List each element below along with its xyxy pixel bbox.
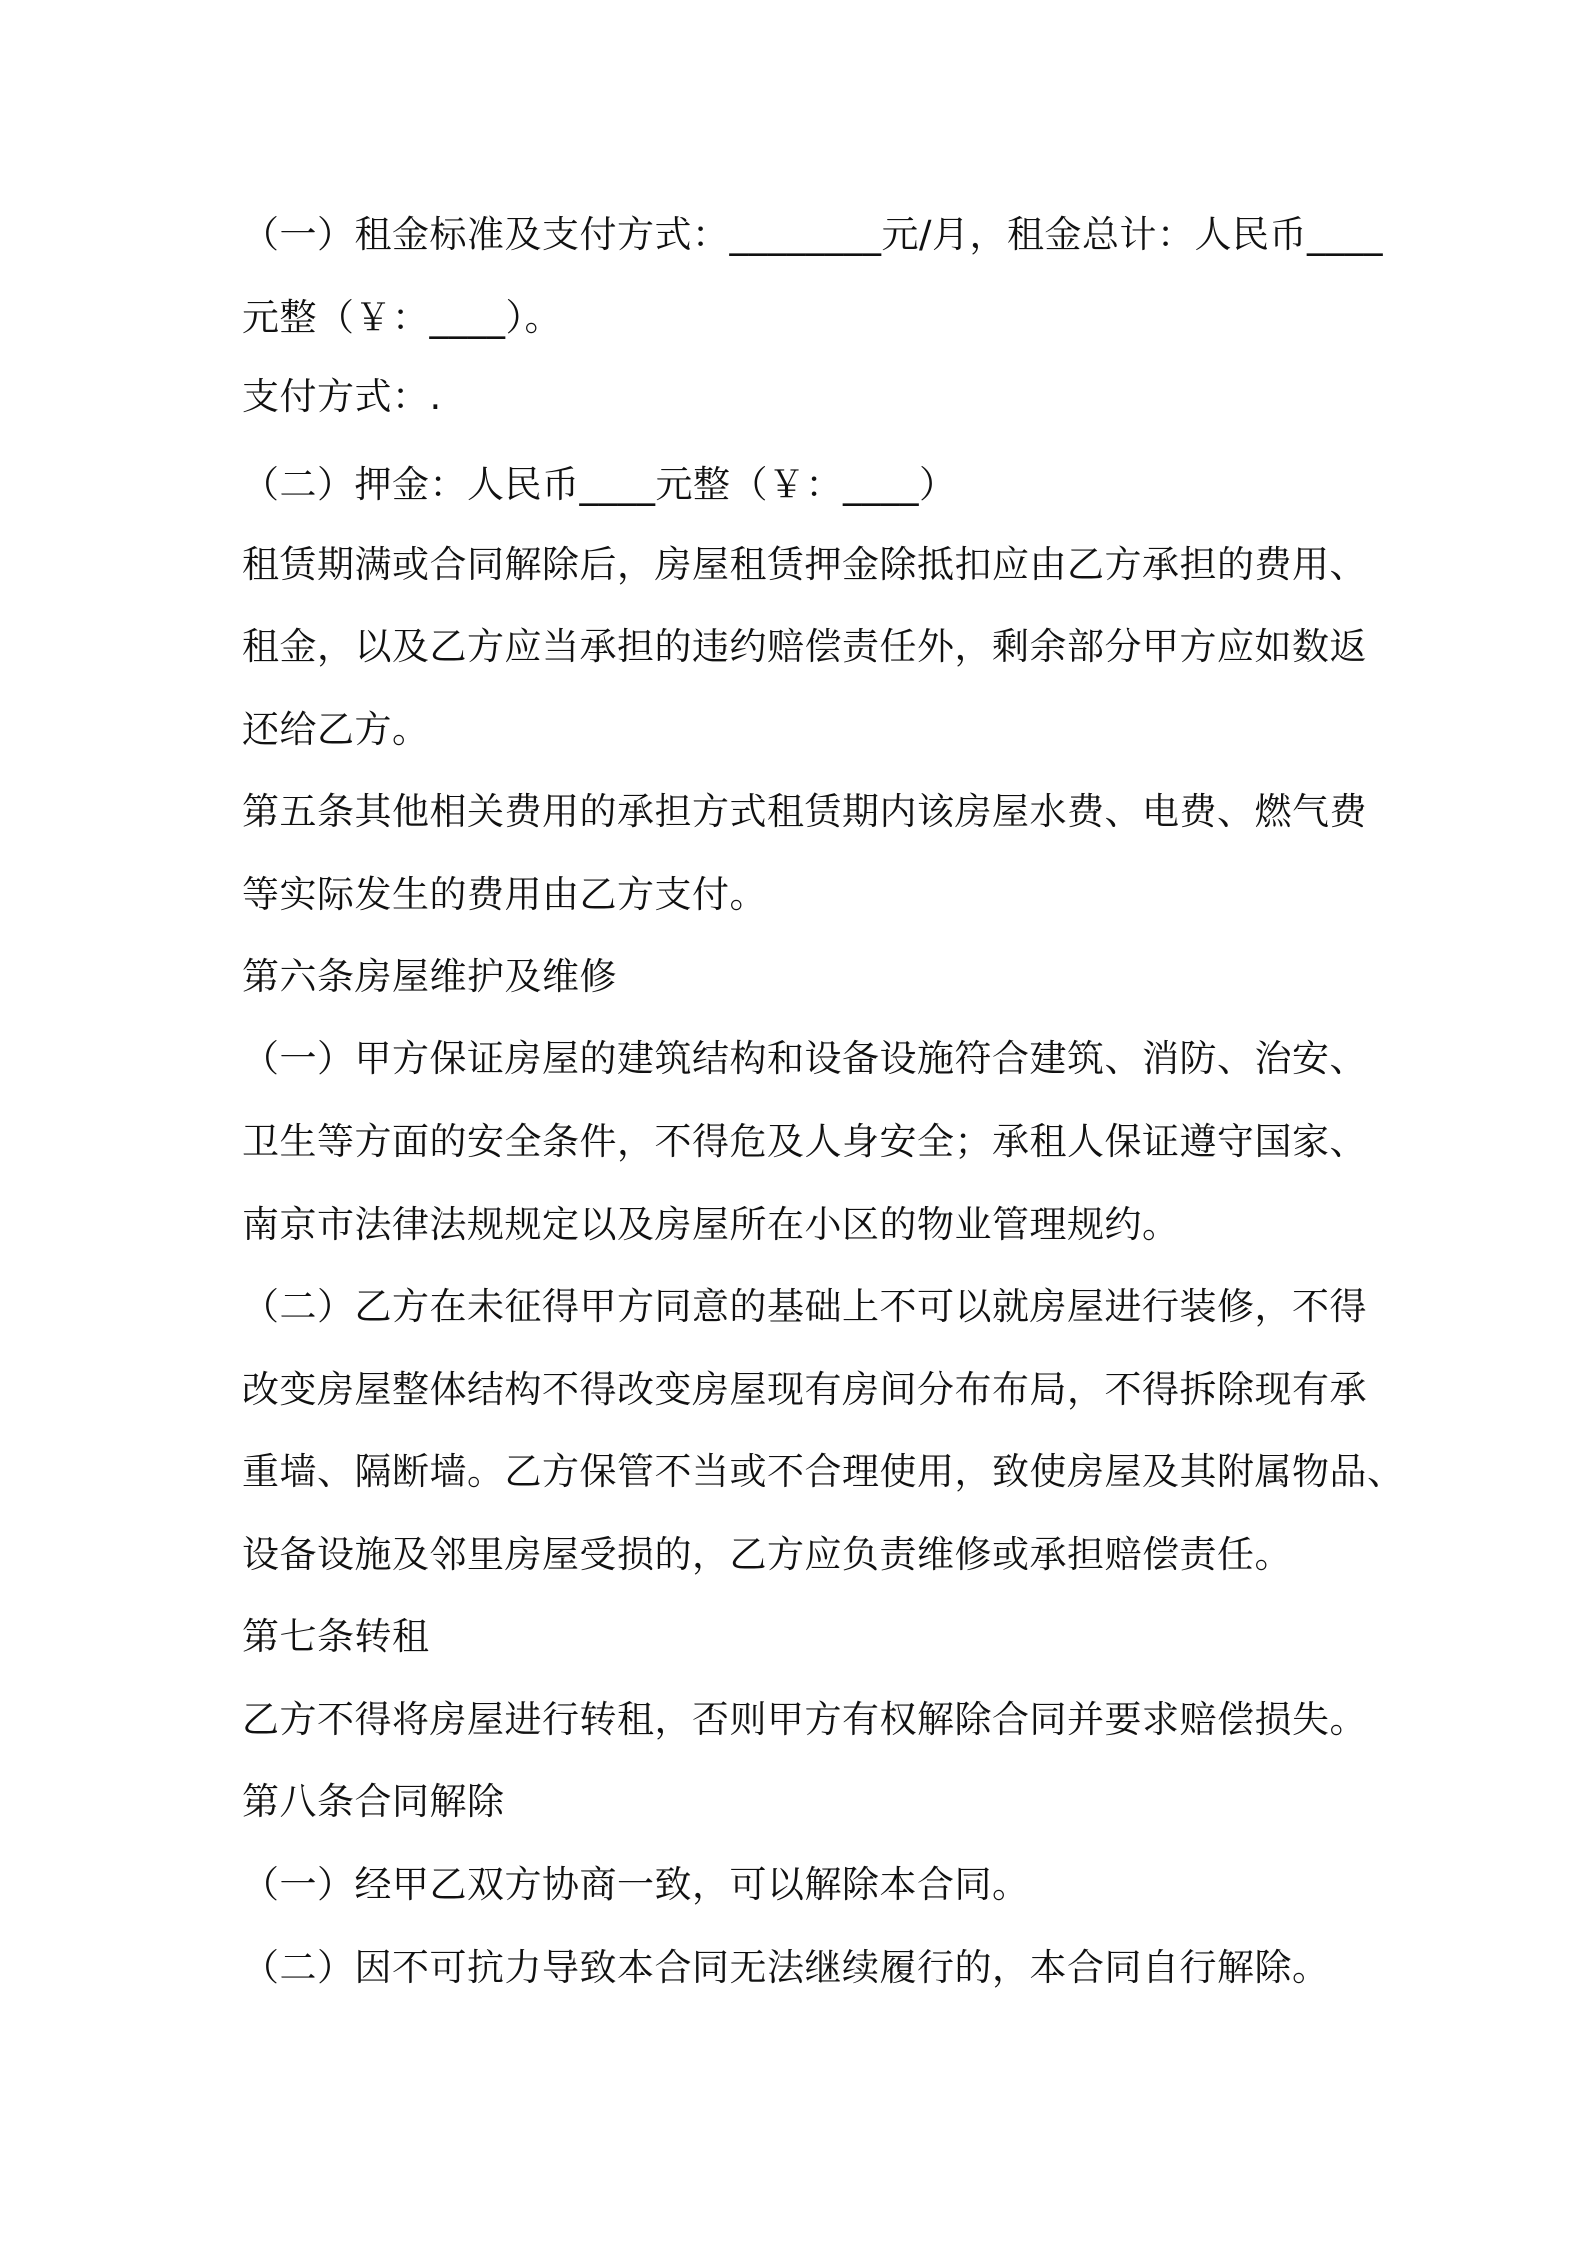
- deposit-return-line-3: 还给乙方。: [242, 708, 430, 751]
- rent-total-line: 元整（￥：____）。: [242, 296, 562, 339]
- article-six-item-one-line-1: （一）甲方保证房屋的建筑结构和设备设施符合建筑、消防、治安、: [242, 1037, 1367, 1080]
- article-six-item-two-line-3: 重墙、隔断墙。乙方保管不当或不合理使用，致使房屋及其附属物品、: [242, 1450, 1405, 1493]
- article-six-item-two-line-2: 改变房屋整体结构不得改变房屋现有房间分布布局，不得拆除现有承: [242, 1368, 1367, 1411]
- article-seven-body: 乙方不得将房屋进行转租，否则甲方有权解除合同并要求赔偿损失。: [242, 1698, 1367, 1741]
- article-seven-heading: 第七条转租: [242, 1615, 430, 1658]
- deposit-return-line-2: 租金，以及乙方应当承担的违约赔偿责任外，剩余部分甲方应如数返: [242, 625, 1367, 668]
- article-six-item-two-line-4: 设备设施及邻里房屋受损的，乙方应负责维修或承担赔偿责任。: [242, 1533, 1292, 1576]
- article-six-item-one-line-3: 南京市法律法规规定以及房屋所在小区的物业管理规约。: [242, 1203, 1180, 1246]
- article-six-heading: 第六条房屋维护及维修: [242, 955, 617, 998]
- article-eight-item-one: （一）经甲乙双方协商一致，可以解除本合同。: [242, 1863, 1030, 1906]
- article-eight-heading: 第八条合同解除: [242, 1780, 505, 1823]
- deposit-line: （二）押金：人民币____元整（￥：____）: [242, 463, 957, 506]
- article-six-item-one-line-2: 卫生等方面的安全条件，不得危及人身安全；承租人保证遵守国家、: [242, 1120, 1367, 1163]
- article-five-line-1: 第五条其他相关费用的承担方式租赁期内该房屋水费、电费、燃气费: [242, 790, 1367, 833]
- rent-standard-line: （一）租金标准及支付方式：________元/月，租金总计：人民币____: [242, 213, 1383, 256]
- article-six-item-two-line-1: （二）乙方在未征得甲方同意的基础上不可以就房屋进行装修，不得: [242, 1285, 1367, 1328]
- deposit-return-line-1: 租赁期满或合同解除后，房屋租赁押金除抵扣应由乙方承担的费用、: [242, 543, 1367, 586]
- article-five-line-2: 等实际发生的费用由乙方支付。: [242, 873, 767, 916]
- payment-method-line: 支付方式：.: [242, 375, 442, 418]
- article-eight-item-two: （二）因不可抗力导致本合同无法继续履行的，本合同自行解除。: [242, 1946, 1330, 1989]
